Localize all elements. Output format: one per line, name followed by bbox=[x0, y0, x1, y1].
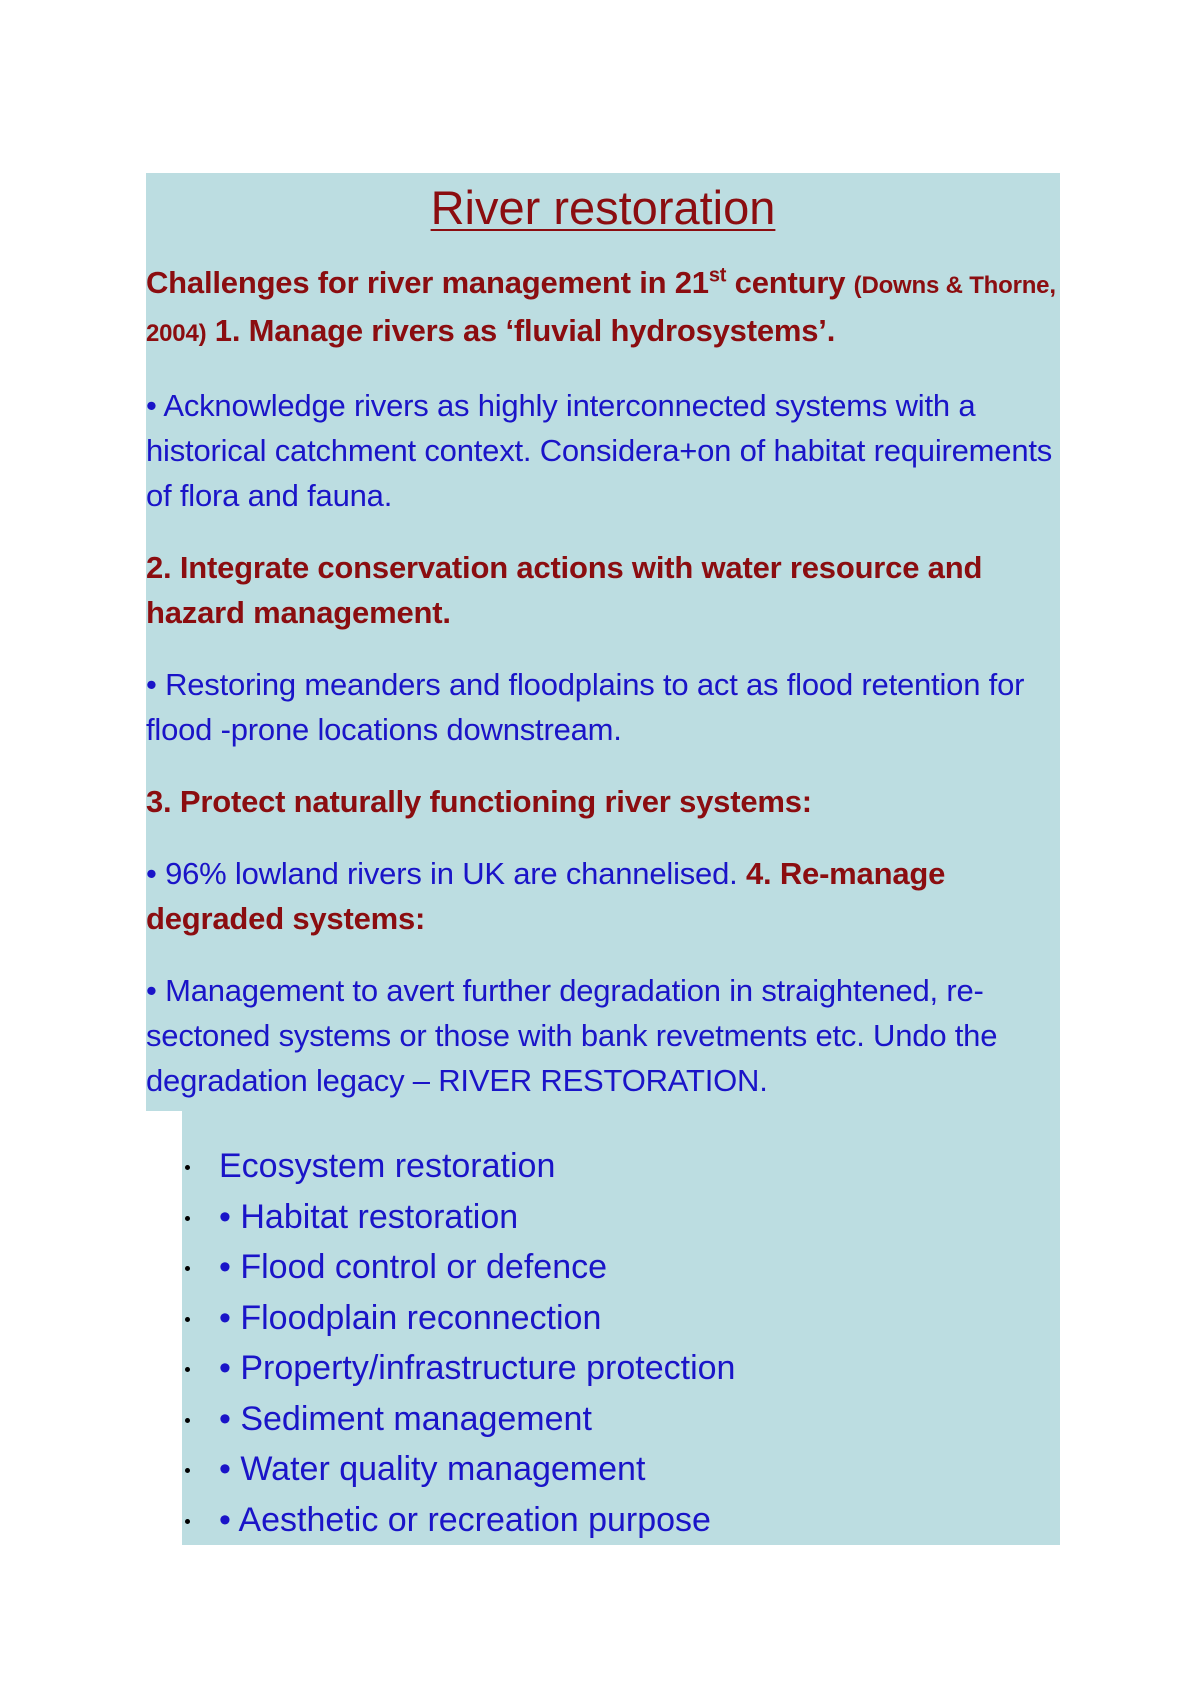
challenges-heading-sup: st bbox=[708, 264, 727, 287]
challenges-heading bbox=[146, 260, 1060, 356]
point-3: 3. Protect naturally functioning river systems: bbox=[146, 784, 812, 819]
list-item-text: • Property/infrastructure protection bbox=[219, 1349, 736, 1387]
list-item-text: • Floodplain reconnection bbox=[219, 1298, 602, 1337]
list-item bbox=[182, 1444, 1060, 1495]
bullet-dot-icon bbox=[185, 1216, 190, 1221]
page-title: River restoration bbox=[430, 181, 776, 234]
list-item-text: Ecosystem restoration bbox=[219, 1147, 556, 1185]
bullet-dot-icon bbox=[185, 1418, 190, 1423]
bullet-dot-icon bbox=[185, 1468, 190, 1473]
bullet-dot-icon bbox=[185, 1519, 190, 1524]
point-2: 2. Integrate conservation actions with water resource and hazard management. bbox=[146, 550, 983, 630]
bullet-dot-icon bbox=[185, 1266, 190, 1271]
list-item-text: • Aesthetic or recreation purpose bbox=[219, 1500, 711, 1539]
document-content bbox=[146, 178, 1060, 1130]
bullet-3-paragraph bbox=[146, 851, 1060, 941]
bullet-dot-icon bbox=[185, 1317, 190, 1322]
list-item bbox=[182, 1192, 1060, 1243]
list-item bbox=[182, 1293, 1060, 1344]
list-item-text: • Habitat restoration bbox=[219, 1197, 519, 1236]
list-item bbox=[182, 1394, 1060, 1445]
list-item-text: • Water quality management bbox=[219, 1450, 646, 1488]
list-item bbox=[182, 1141, 1060, 1192]
point-4: 4. Re-manage degraded systems: bbox=[146, 856, 946, 936]
bullet-dot-icon bbox=[185, 1367, 190, 1372]
bullet-4: • Management to avert further degradation in straightened, re-sectoned systems or those with bank revetments etc. Undo the degradation legacy – RIVER RESTORATION. bbox=[146, 973, 998, 1098]
bullet-dot-icon bbox=[185, 1165, 190, 1170]
challenges-heading-text: Challenges for river management in 21 bbox=[146, 265, 709, 300]
purposes-list bbox=[182, 1141, 1060, 1545]
point-1: 1. Manage rivers as ‘fluvial hydrosystems’. bbox=[206, 313, 836, 348]
list-item bbox=[182, 1242, 1060, 1293]
list-item bbox=[182, 1343, 1060, 1394]
citation: (Downs & Thorne, 2004) bbox=[146, 272, 1056, 347]
challenges-heading-after: century bbox=[726, 265, 854, 300]
list-item-text: • Flood control or defence bbox=[219, 1248, 608, 1286]
bullet-1: • Acknowledge rivers as highly interconnected systems with a historical catchment context. Considera+on of habitat requirements of flora and fauna. bbox=[146, 388, 1053, 513]
bullet-3: • 96% lowland rivers in UK are channelised. bbox=[146, 856, 746, 891]
list-item bbox=[182, 1495, 1060, 1546]
bullet-2: • Restoring meanders and floodplains to act as flood retention for flood -prone locations downstream. bbox=[146, 667, 1025, 747]
list-item-text: • Sediment management bbox=[219, 1399, 592, 1438]
